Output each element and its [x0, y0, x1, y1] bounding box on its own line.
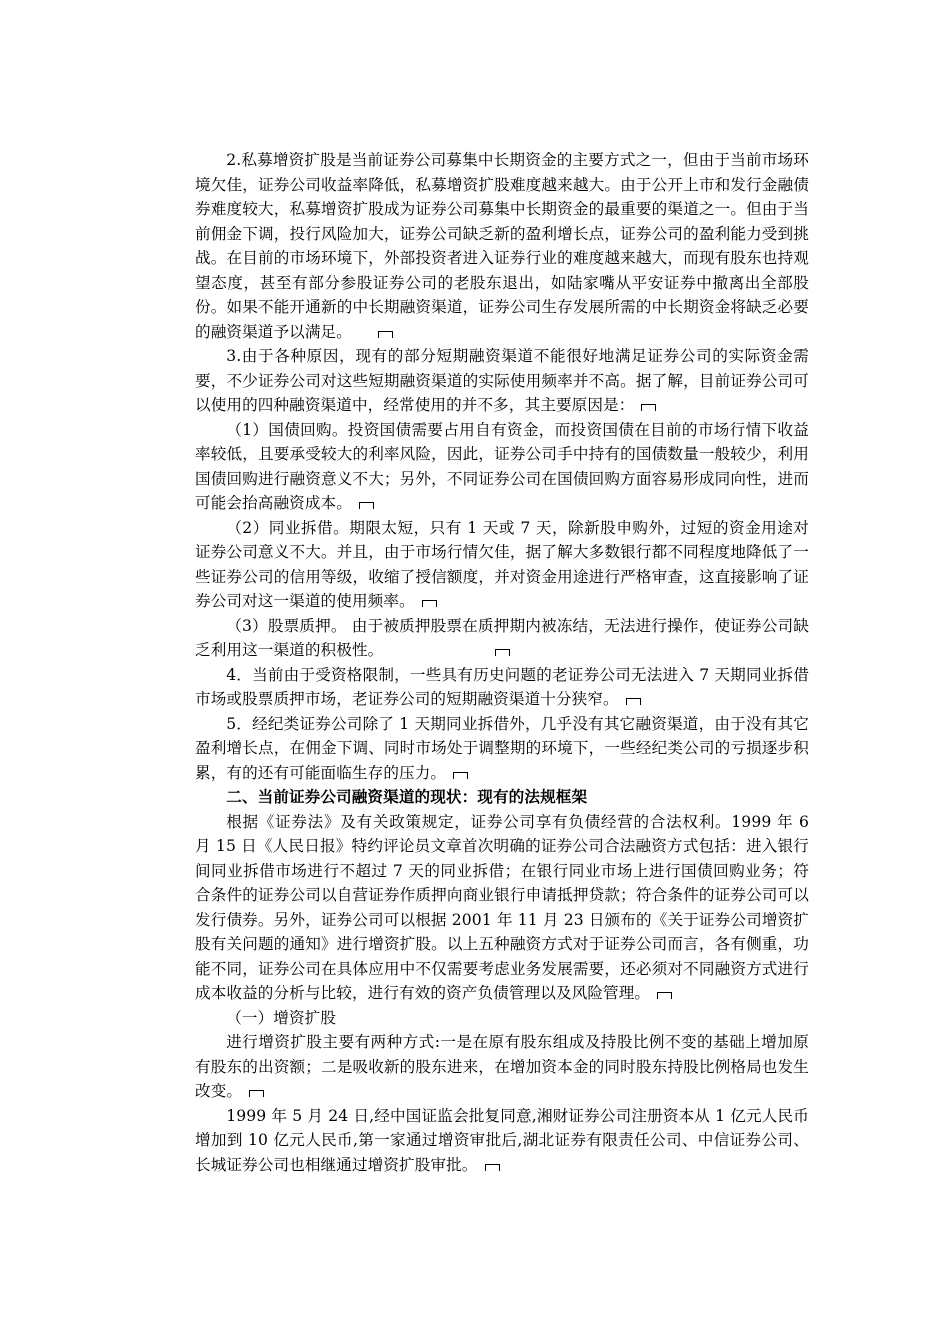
paragraph-mark-icon — [626, 698, 641, 705]
paragraph-mark-icon — [249, 1090, 264, 1097]
paragraph-brokerage-firms — [195, 712, 809, 786]
section-heading — [195, 785, 809, 810]
paragraph-short-term-channels — [195, 344, 809, 418]
paragraph-interbank-lending — [195, 516, 809, 614]
paragraph-text: 2.私募增资扩股是当前证券公司募集中长期资金的主要方式之一，但由于当前市场环境欠佳，证券公司收益率降低，私募增资扩股难度越来越大。由于公开上市和发行金融债券难度较大，私募增资扩股成为证券公司募集中长期资金的最重要的渠道之一。但由于当前佣金下调，投行风险加大，证券公司缺乏新的盈利增长点，证券公司的盈利能力受到挑战。在目前的市场环境下，外部投资者进入证券行业的难度越来越大，而现有股东也持观望态度，甚至有部分参股证券公司的老股东退出，如陆家嘴从平安证券中撤离出全部股份。如果不能开通新的中长期融资渠道，证券公司生存发展所需的中长期资金将缺乏必要的融资渠道予以满足。 — [195, 151, 809, 341]
paragraph-mark-icon — [657, 992, 672, 999]
paragraph-capital-increase-methods — [195, 1030, 809, 1104]
paragraph-mark-icon — [485, 1164, 500, 1171]
paragraph-mark-icon — [495, 649, 510, 656]
paragraph-text: 3.由于各种原因，现有的部分短期融资渠道不能很好地满足证券公司的实际资金需要，不少证券公司对这些短期融资渠道的实际使用频率并不高。据了解，目前证券公司可以使用的四种融资渠道中，经常使用的并不多，其主要原因是： — [195, 347, 809, 414]
paragraph-capital-increase-cases — [195, 1104, 809, 1178]
paragraph-text: （2）同业拆借。期限太短，只有 1 天或 7 天，除新股申购外，过短的资金用途对证券公司意义不大。并且，由于市场行情欠佳，据了解大多数银行都不同程度地降低了一些证券公司的信用等级，收缩了授信额度，并对资金用途进行严格审查，这直接影响了证券公司对这一渠道的使用频率。 — [195, 518, 809, 610]
paragraph-treasury-repo — [195, 418, 809, 516]
paragraph-text: 进行增资扩股主要有两种方式:一是在原有股东组成及持股比例不变的基础上增加原有股东的出资额；二是吸收新的股东进来，在增加资本金的同时股东持股比例格局也发生改变。 — [195, 1033, 809, 1100]
paragraph-mark-icon — [641, 404, 656, 411]
paragraph-mark-icon — [359, 502, 374, 509]
paragraph-mark-icon — [453, 772, 468, 779]
paragraph-text: 5．经纪类证券公司除了 1 天期同业拆借外，几乎没有其它融资渠道，由于没有其它盈利增长点，在佣金下调、同时市场处于调整期的环境下，一些经纪类公司的亏损逐步积累，有的还有可能面临生存的压力。 — [195, 714, 809, 782]
paragraph-private-placement — [195, 148, 809, 344]
paragraph-qualification-limits — [195, 663, 809, 712]
paragraph-text: 4．当前由于受资格限制，一些具有历史问题的老证券公司无法进入 7 天期同业拆借市场或股票质押市场，老证券公司的短期融资渠道十分狭窄。 — [195, 665, 809, 708]
paragraph-mark-icon — [378, 331, 393, 338]
paragraph-text: （1）国债回购。投资国债需要占用自有资金，而投资国债在目前的市场行情下收益率较低，且要承受较大的利率风险，因此，证券公司手中持有的国债数量一般较少，利用国债回购进行融资意义不大；另外，不同证券公司在国债回购方面容易形成同向性，进而可能会抬高融资成本。 — [195, 420, 809, 512]
paragraph-mark-icon — [422, 600, 437, 607]
heading-text: 二、当前证券公司融资渠道的现状：现有的法规框架 — [226, 787, 588, 806]
paragraph-text: （3）股票质押。 由于被质押股票在质押期内被冻结，无法进行操作，使证券公司缺乏利用这一渠道的积极性。 — [195, 616, 809, 659]
subsection-heading — [195, 1006, 809, 1031]
paragraph-stock-pledge — [195, 614, 809, 663]
paragraph-text: 根据《证券法》及有关政策规定，证券公司享有负债经营的合法权利。1999 年 6 月 15 日《人民日报》特约评论员文章首次明确的证券公司合法融资方式包括：进入银行间同业拆借市场进行不超过 7 天的同业拆借；在银行同业市场上进行国债回购业务；符合条件的证券公司以自营证券作质押向商业银行申请抵押贷款；符合条件的证券公司可以发行债券。另外，证券公司可以根据 2001 年 11 月 23 日颁布的《关于证券公司增资扩股有关问题的通知》进行增资扩股。以上五种融资方式对于证券公司而言，各有侧重，功能不同，证券公司在具体应用中不仅需要考虑业务发展需要，还必须对不同融资方式进行成本收益的分析与比较，进行有效的资产负债管理以及风险管理。 — [195, 812, 809, 1002]
paragraph-text: 1999 年 5 月 24 日,经中国证监会批复同意,湘财证券公司注册资本从 1 亿元人民币增加到 10 亿元人民币,第一家通过增资审批后,湖北证券有限责任公司、中信证券公司、长城证券公司也相继通过增资扩股审批。 — [195, 1106, 809, 1174]
paragraph-legal-framework — [195, 810, 809, 1006]
heading-text: （一）增资扩股 — [226, 1008, 337, 1027]
document-body — [195, 148, 809, 1177]
